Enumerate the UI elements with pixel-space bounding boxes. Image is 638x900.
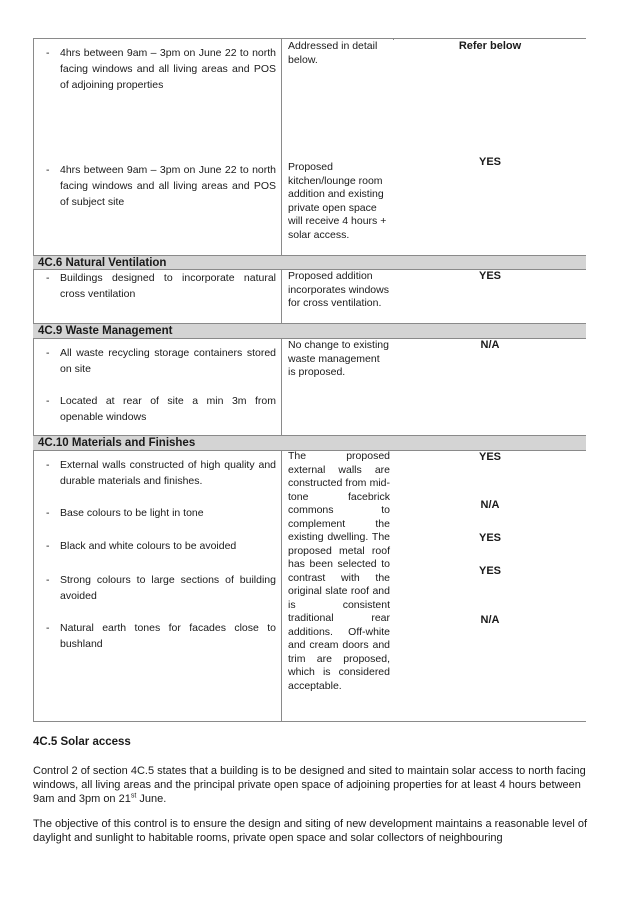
section-title: 4C.6 Natural Ventilation: [38, 257, 167, 269]
status-cell: YES: [478, 532, 501, 544]
criterion-item: - Strong colours to large sections of building avoided: [46, 574, 276, 602]
paragraph: Control 2 of section 4C.5 states that a building is to be designed and sited to maintain solar access to north facing windows, all living areas and the principal private open space of adjoining properties for at least 4 hours between 9am and 3pm on 21st June.: [33, 765, 586, 805]
section-header-natural-ventilation: [33, 255, 586, 270]
section-header-materials-finishes: [33, 435, 586, 451]
section-heading: 4C.5 Solar access: [33, 736, 131, 748]
criterion-item: - 4hrs between 9am – 3pm on June 22 to north facing windows and all living areas and POS of subject site: [46, 164, 276, 208]
status-cell: YES: [478, 156, 501, 168]
column-divider-1: [281, 38, 282, 255]
comment-cell: Proposed kitchen/lounge room addition and existing private open space will receive 4 hours + solar access.: [288, 161, 387, 241]
status-cell: N/A: [480, 499, 500, 511]
criterion-item: - All waste recycling storage containers stored on site: [46, 347, 276, 375]
criterion-item: - External walls constructed of high quality and durable materials and finishes.: [46, 459, 276, 487]
status-cell: Refer below: [458, 40, 522, 52]
table-bottom-border: [33, 721, 586, 722]
criterion-item: - Base colours to be light in tone: [46, 507, 204, 519]
section-title: 4C.10 Materials and Finishes: [38, 437, 196, 449]
table-top-border: [33, 38, 586, 39]
criterion-item: - Natural earth tones for facades close to bushland: [46, 622, 276, 650]
table-left-border: [33, 38, 34, 721]
criterion-item: - Black and white colours to be avoided: [46, 540, 237, 552]
column-divider-1: [281, 449, 282, 721]
status-cell: N/A: [480, 614, 500, 626]
comment-cell: The proposed external walls are constructed from mid-tone facebrick commons to complement the existing dwelling. The proposed metal roof has been selected to contrast with the original slate roof and is consistent traditional rear additions. Off-white and cream doors and trim are proposed, which is considered acceptable.: [288, 450, 390, 692]
status-cell: YES: [478, 270, 501, 282]
column-divider-1: [281, 268, 282, 323]
comment-cell: Addressed in detail below.: [288, 40, 378, 66]
section-header-waste-management: [33, 323, 586, 339]
criterion-item: - Located at rear of site a min 3m from openable windows: [46, 395, 276, 423]
column-divider-2: [393, 38, 394, 40]
comment-cell: Proposed addition incorporates windows for cross ventilation.: [288, 270, 389, 309]
comment-cell: No change to existing waste management is proposed.: [288, 339, 389, 378]
criterion-item: - Buildings designed to incorporate natural cross ventilation: [46, 272, 276, 300]
status-cell: YES: [478, 565, 501, 577]
column-divider-1: [281, 337, 282, 435]
section-title: 4C.9 Waste Management: [38, 325, 173, 337]
status-cell: YES: [478, 451, 501, 463]
criterion-item: - 4hrs between 9am – 3pm on June 22 to north facing windows and all living areas and POS of adjoining properties: [46, 47, 276, 91]
status-cell: N/A: [480, 339, 500, 351]
paragraph: The objective of this control is to ensure the design and siting of new development maintains a reasonable level of daylight and sunlight to habitable rooms, private open space and solar collectors of neighbouring: [33, 818, 587, 844]
